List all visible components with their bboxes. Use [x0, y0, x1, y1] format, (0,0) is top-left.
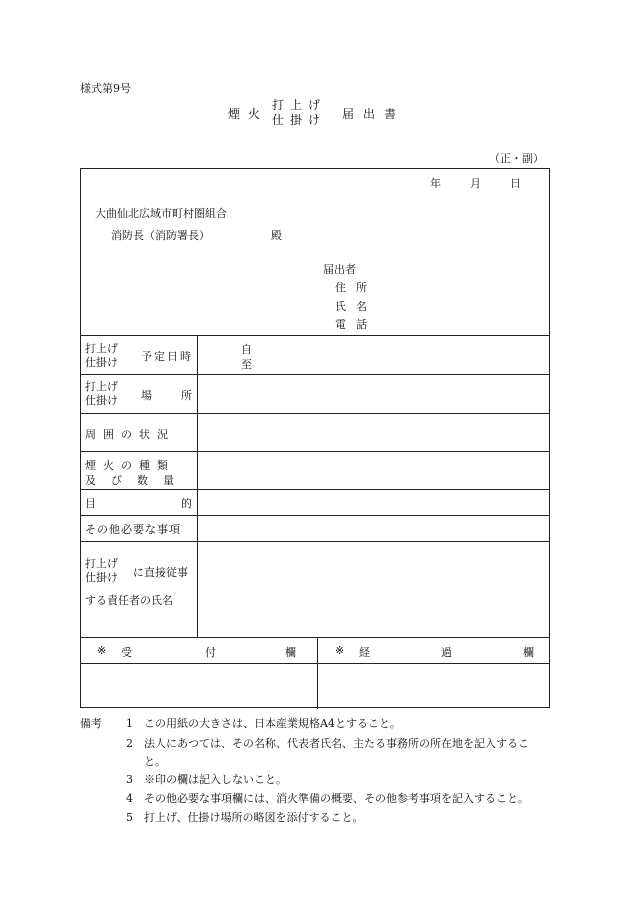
remark-item: 4 その他必要な事項欄には、消火準備の概要、その他参考事項を記入すること。 [126, 792, 529, 805]
receipt-mark: ※ [97, 644, 107, 657]
progress-mark: ※ [335, 644, 345, 657]
applicant-address-label: 住所 [335, 281, 377, 294]
applicant-phone-label: 電話 [335, 318, 377, 331]
place-label-b: 所 [181, 389, 192, 402]
applicant-name-label: 氏名 [335, 300, 377, 313]
remarks-heading: 備考 [80, 717, 102, 730]
divider [81, 413, 549, 414]
responsible-label: 打上げ 仕掛け [85, 557, 118, 584]
column-divider [197, 335, 198, 637]
addressee-honorific: 殿 [271, 229, 282, 242]
divider [81, 637, 549, 638]
fireworks-quantity-label: 及び数量 [85, 474, 189, 487]
date-year-label: 年 [430, 177, 441, 190]
title-part-fireworks: 煙火 [228, 107, 269, 121]
document-title [228, 96, 418, 130]
title-part-notification: 届出書 [342, 107, 406, 121]
date-day-label: 日 [510, 177, 521, 190]
remark-item: 5 打上げ、仕掛け場所の略図を添付すること。 [126, 811, 364, 824]
title-part-launch: 打上げ [272, 98, 327, 112]
divider [81, 451, 549, 452]
fireworks-types-label: 煙火の種類 [85, 459, 175, 472]
addressee-organization: 大曲仙北広域市町村圏組合 [95, 207, 227, 220]
divider [81, 663, 549, 664]
progress-label-c: 欄 [523, 646, 534, 659]
remark-item-continuation: と。 [144, 755, 166, 768]
receipt-label-a: 受 [121, 646, 132, 659]
date-month-label: 月 [470, 177, 481, 190]
addressee-chief: 消防長（消防署長） [111, 229, 210, 242]
place-label: 打上げ 仕掛け [85, 380, 118, 407]
progress-label-b: 過 [441, 646, 452, 659]
notification-form [80, 168, 550, 708]
purpose-label-b: 的 [181, 497, 192, 510]
other-matters-label: その他必要な事項 [85, 523, 181, 536]
receipt-label-b: 付 [205, 646, 216, 659]
receipt-label-c: 欄 [285, 646, 296, 659]
column-divider [317, 637, 318, 709]
date-line [430, 175, 521, 191]
schedule-from-label: 自 [241, 343, 252, 356]
remark-item: 3 ※印の欄は記入しないこと。 [126, 773, 287, 786]
place-label-a: 場 [141, 389, 152, 402]
divider [81, 335, 549, 336]
original-copy-mark: （正・副） [489, 152, 544, 165]
purpose-label-a: 目 [85, 497, 96, 510]
schedule-to-label: 至 [241, 358, 252, 371]
schedule-label-main: 予定日時 [141, 350, 193, 363]
divider [81, 515, 549, 516]
divider [81, 489, 549, 490]
applicant-heading: 届出者 [323, 263, 356, 276]
title-part-setpiece: 仕掛け [272, 113, 327, 127]
responsible-label-main: に直接従事 [133, 566, 188, 579]
responsible-label-tail: する責任者の氏名 [85, 594, 173, 607]
remark-item: 1 この用紙の大きさは、日本産業規格A4とすること。 [126, 717, 401, 730]
surroundings-label: 周囲の状況 [85, 428, 175, 441]
divider [81, 374, 549, 375]
form-number: 様式第9号 [80, 82, 131, 95]
progress-label-a: 経 [359, 646, 370, 659]
schedule-label: 打上げ 仕掛け [85, 342, 118, 369]
remark-item: 2 法人にあつては、その名称、代表者氏名、主たる事務所の所在地を記入するこ [126, 737, 529, 750]
divider [81, 541, 549, 542]
